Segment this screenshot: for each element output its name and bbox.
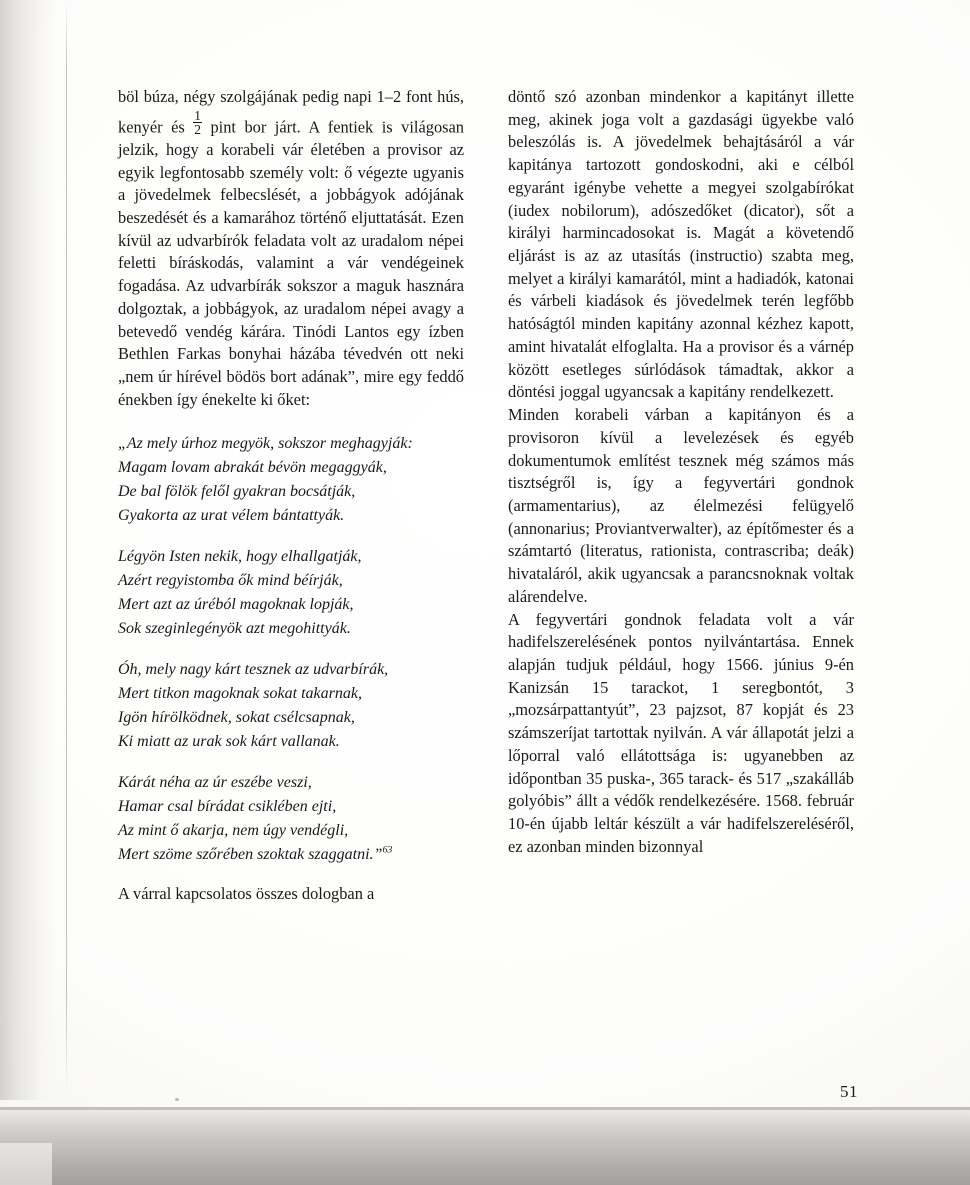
verse-line: Mert azt az úréból magoknak lopják, [118,595,354,613]
verse-line: Sok szeginlegényök azt megohittyák. [118,619,351,637]
verse-line: Az mint ő akarja, nem úgy vendégli, [118,821,349,839]
verse-line: Azért regyistomba ők mind béírják, [118,571,343,589]
verse-line-text: Mert szöme szőrében szoktak szaggatni.” [118,845,383,863]
paragraph-closing: A várral kapcsolatos összes dologban a [118,883,375,903]
page-number: 51 [840,1082,858,1101]
verse-line: De bal fölök felől gyakran bocsátják, [118,482,356,500]
scan-speck [175,1098,179,1101]
fraction-numerator: 1 [194,107,201,123]
verse-line: Ki miatt az urak sok kárt vallanak. [118,732,340,750]
fraction-denominator: 2 [194,122,201,138]
verse-line: Mert titkon magoknak sokat takarnak, [118,684,362,702]
verse-stanza-2 [118,545,464,641]
desk-surface [48,1143,970,1185]
desk-surface-left [0,1143,52,1185]
paragraph-opening [118,86,464,412]
paragraph-right-2: Minden korabeli várban a kapitányon és a provisoron kívül a levelezések és egyéb dokumentumok említést tesznek még számos más tisztségről is, így a fegyvertári gondnok (armamentarius), az élelmezési felügyelő (annonarius; Proviantverwalter), az építőmester és a számtartó (literatus, rationista, contrascriba; deák) hivataláról, akik ugyancsak a parancsnoknak voltak alárendelve. [508,405,854,606]
verse-line-with-footnote [118,843,464,867]
paragraph-opening-part1: böl búza, négy szolgájának pedig napi 1–2 font hús, kenyér és [118,87,464,137]
verse-line: Hamar csal bírádat csiklében ejti, [118,797,337,815]
paragraph-opening-part2: pint bor járt. A fentiek is világosan jelzik, hogy a korabeli vár életében a provisor az egyik legfontosabb személy volt: ő végezte ugyanis a jövedelmek felbecslését, a jobbágyok adójának beszedését és a kamarához történő eljuttatását. Ezen kívül az udvarbírók feladata volt az uradalom népei feletti bíráskodás, valamint a vár vendégeinek fogadása. Az udvarbírák sokszor a maguk hasznára dolgoztak, a jobbágyok, az uradalom népei avagy a betevedő vendég kárára. Tinódi Lantos egy ízben Bethlen Farkas bonyhai házába tévedvén ott neki „nem úr hírével bödös bort adának”, mire egy feddő énekben így énekelte ki őket: [118,117,464,409]
verse-stanza-4 [118,771,464,867]
verse-line: Gyakorta az urat vélem bántattyák. [118,506,345,524]
two-column-text-body [118,86,854,905]
paragraph-right-1: döntő szó azonban mindenkor a kapitányt illette meg, akinek joga volt a gazdasági ügyekbe való beleszólás is. A jövedelmek behajtásáról a vár kapitánya tartozott gondoskodni, aki e célból egyaránt igénybe vehette a megyei szolgabírókat (iudex nobilorum), adószedőket (dicator), sőt a királyi harmincadosokat is. Magát a követendő eljárást is az az utasítás (instructio) szabta meg, melyet a királyi kamarától, mint a hadiadók, katonai és várbeli kiadások és jövedelmek terén legfőbb hatóságtól minden kapitány azonnal kézhez kapott, amint hivatalát elfoglalta. Ha a provisor és a várnép között esetleges súrlódások támadtak, akkor a döntési joggal ugyancsak a kapitány rendelkezett. [508,87,854,402]
verse-line: Igön hírölködnek, sokat csélcsapnak, [118,708,355,726]
paragraph-right-3: A fegyvertári gondnok feladata volt a vár hadifelszerelésének pontos nyilvántartása. Ennek alapján tudjuk például, hogy 1566. június 9-én Kanizsán 15 tarackot, 1 seregbontót, 3 „mozsárpattantyút”, 23 pajzsot, 87 kopját és 23 számszeríjat tartottak nyilván. A vár állapotát jelzi a lőporral való ellátottsága is: ugyanebben az időpontban 35 puska-, 365 tarack- és 517 „szakálláb golyóbis” állt a védők rendelkezésére. 1568. február 10-én újabb leltár készült a vár hadifelszereléséről, ez azonban minden bizonnyal [508,609,854,856]
verse-line: Kárát néha az úr eszébe veszi, [118,773,312,791]
footnote-marker: 63 [382,844,393,856]
verse-line: Légyön Isten nekik, hogy elhallgatják, [118,547,362,565]
right-text-column [508,86,854,905]
verse-stanza-1 [118,432,464,528]
fraction-one-half [193,109,202,137]
verse-stanza-3 [118,658,464,754]
verse-line: „Az mely úrhoz megyök, sokszor meghagyják: [118,434,413,452]
verse-line: Óh, mely nagy kárt tesznek az udvarbírák, [118,660,389,678]
verse-line: Magam lovam abrakát bévön megaggyák, [118,458,387,476]
left-text-column [118,86,464,905]
